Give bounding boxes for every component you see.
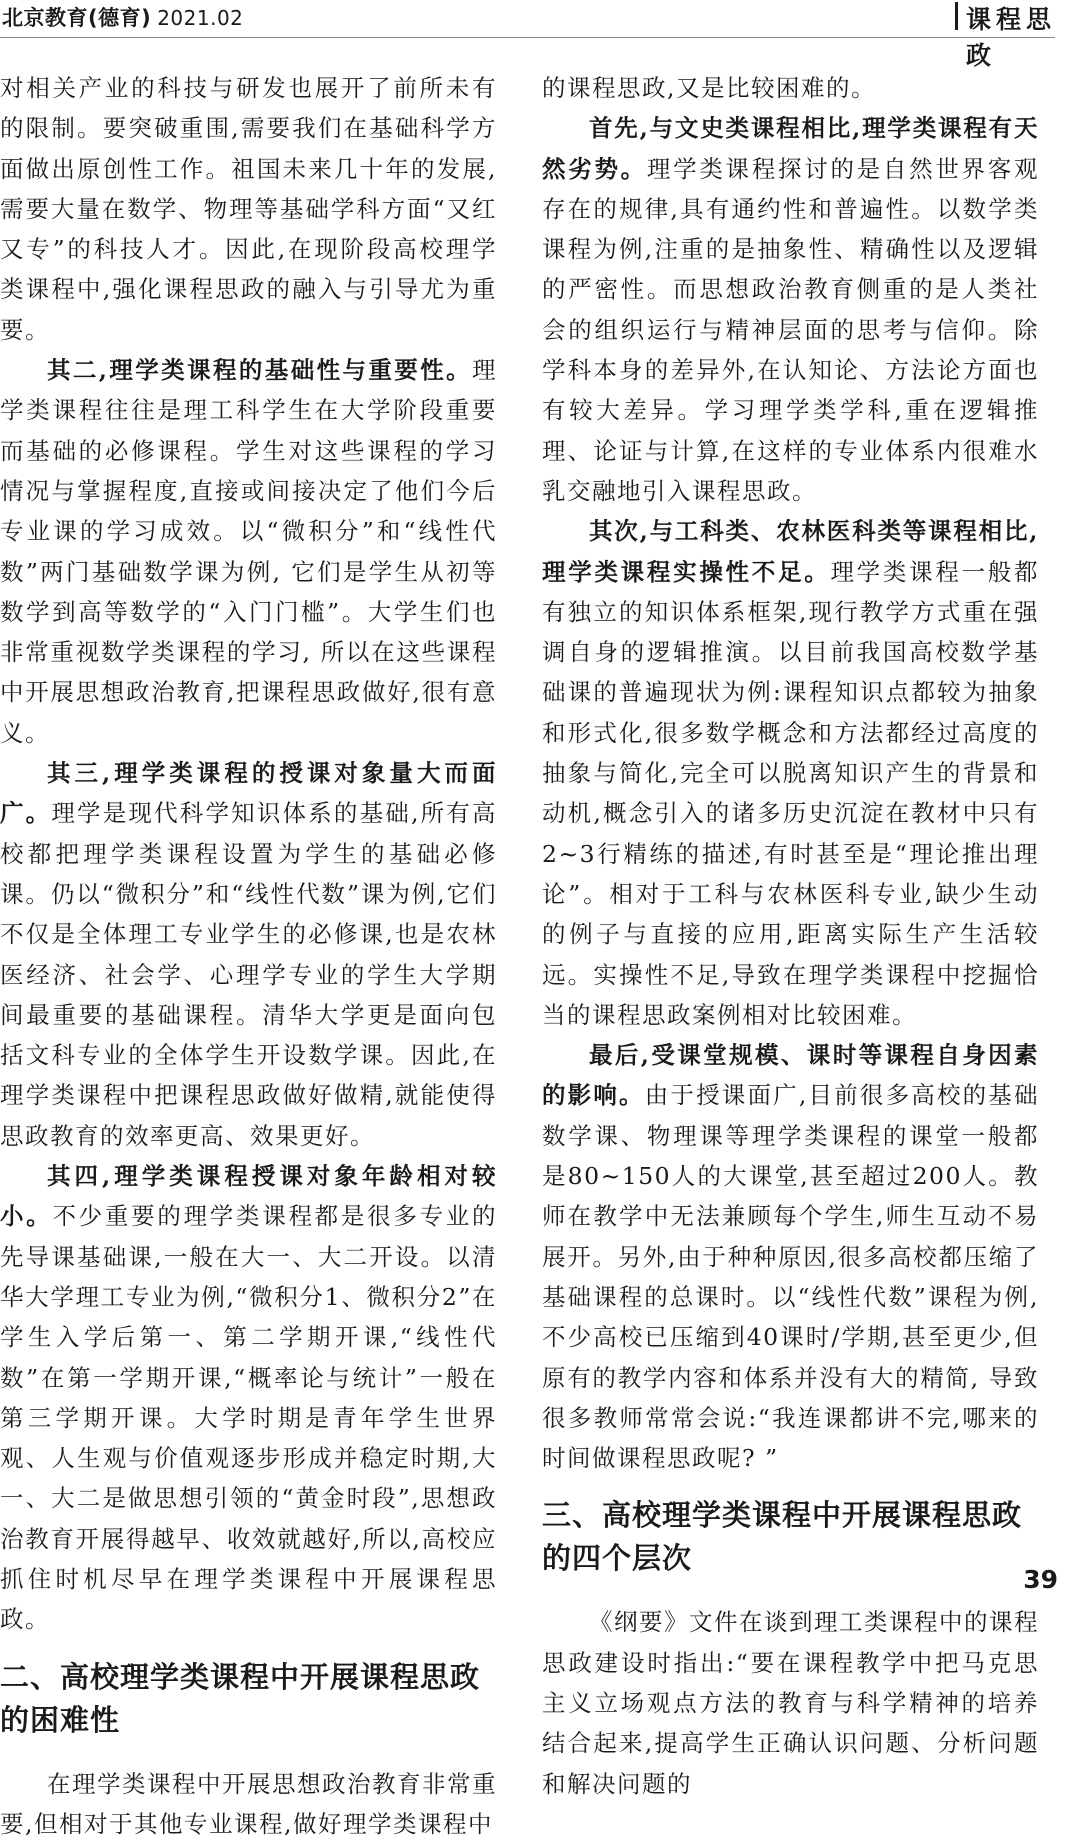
issue-date: 2021.02 — [157, 6, 244, 30]
paragraph-lead: 其三,理学类课程的授课对象量大而面广。 — [0, 759, 497, 828]
paragraph: 其三,理学类课程的授课对象量大而面广。理学是现代科学知识体系的基础,所有高校都把理学类课程设置为学生的基础必修课。仍以“微积分”和“线性代数”课为例,它们不仅是全体理工专业学生的必修课,也是农林医经济、社会学、心理学专业的学生大学期间最重要的基础课程。清华大学更是面向包括文科专业的全体学生开设数学课。因此,在理学类课程中把课程思政做好做精,就能使得思政教育的效率更高、效果更好。 — [0, 759, 497, 1150]
section-label: 课程思政 — [966, 5, 1057, 70]
paragraph: 其二,理学类课程的基础性与重要性。理学类课程往往是理工科学生在大学阶段重要而基础的必修课程。学生对这些课程的学习情况与掌握程度,直接或间接决定了他们今后专业课的学习成效。以“微积分”和“线性代数”两门基础数学课为例, 它们是学生从初等数学到高等数学的“入门门槛”。大学生们也非常重视数学类课程的学习, 所以在这些课程中开展思想政治教育,把课程思政做好,很有意义。 — [0, 356, 497, 747]
right-column — [542, 68, 1039, 1804]
paragraph-lead: 首先,与文史类课程相比,理学类课程有天然劣势。 — [542, 114, 1039, 183]
paragraph: 最后,受课堂规模、课时等课程自身因素的影响。由于授课面广,目前很多高校的基础数学课、物理课等理学类课程的课堂一般都是80~150人的大课堂,甚至超过200人。教师在教学中无法兼顾每个学生,师生互动不易展开。另外,由于种种原因,很多高校都压缩了基础课程的总课时。以“线性代数”课程为例,不少高校已压缩到40课时/学期,甚至更少,但原有的教学内容和体系并没有大的精简, 导致很多教师常常会说:“我连课都讲不完,哪来的时间做课程思政呢? ” — [542, 1041, 1039, 1473]
paragraph: 在理学类课程中开展思想政治教育非常重要,但相对于其他专业课程,做好理学类课程中 — [0, 1769, 497, 1838]
journal-title: 北京教育(德育) 2021.02 — [2, 6, 244, 30]
paragraph: 其次,与工科类、农林医科类等课程相比,理学类课程实操性不足。理学类课程一般都有独立的知识体系框架,现行教学方式重在强调自身的逻辑推演。以目前我国高校数学基础课的普遍现状为例:课程知识点都较为抽象和形式化,很多数学概念和方法都经过高度的抽象与简化,完全可以脱离知识产生的背景和动机,概念引入的诸多历史沉淀在教材中只有2~3行精练的描述,有时甚至是“理论推出理论”。相对于工科与农林医科专业,缺少生动的例子与直接的应用,距离实际生产生活较远。实操性不足,导致在理学类课程中挖掘恰当的课程思政案例相对比较困难。 — [542, 517, 1040, 1029]
section-heading-3: 三、高校理学类课程中开展课程思政的四个层次 — [542, 1498, 1023, 1576]
running-header — [0, 0, 1080, 70]
section-heading-2: 二、高校理学类课程中开展课程思政的困难性 — [0, 1659, 481, 1737]
paragraph-lead: 其次,与工科类、农林医科类等课程相比,理学类课程实操性不足。 — [542, 517, 1039, 586]
paragraph-lead: 其二,理学类课程的基础性与重要性。 — [47, 356, 472, 385]
left-column — [0, 68, 497, 1844]
paragraph: 首先,与文史类课程相比,理学类课程有天然劣势。理学类课程探讨的是自然世界客观存在的规律,具有通约性和普遍性。以数学类课程为例,注重的是抽象性、精确性以及逻辑的严密性。而思想政治教育侧重的是人类社会的组织运行与精神层面的思考与信仰。除学科本身的差异外,在认知论、方法论方面也有较大差异。学习理学类学科,重在逻辑推理、论证与计算,在这样的专业体系内很难水乳交融地引入课程思政。 — [542, 114, 1040, 505]
paragraph-lead: 最后,受课堂规模、课时等课程自身因素的影响。 — [542, 1041, 1039, 1110]
paragraph-lead: 其四,理学类课程授课对象年龄相对较小。 — [0, 1162, 497, 1231]
paragraph: 对相关产业的科技与研发也展开了前所未有的限制。要突破重围,需要我们在基础科学方面做出原创性工作。祖国未来几十年的发展,需要大量在数学、物理等基础学科方面“又红又专”的科技人才。因此,在现阶段高校理学类课程中,强化课程思政的融入与引导尤为重要。 — [0, 74, 497, 344]
page-number: 39 — [1023, 1565, 1058, 1594]
header-divider-bar — [955, 2, 958, 30]
header-rule — [0, 37, 1055, 38]
paragraph: 《纲要》文件在谈到理工类课程中的课程思政建设时指出:“要在课程教学中把马克思主义立场观点方法的教育与科学精神的培养结合起来,提高学生正确认识问题、分析问题和解决问题的 — [542, 1608, 1039, 1798]
paragraph: 的课程思政,又是比较困难的。 — [542, 74, 876, 102]
paragraph: 其四,理学类课程授课对象年龄相对较小。不少重要的理学类课程都是很多专业的先导课基础课,一般在大一、大二开设。以清华大学理工专业为例,“微积分1、微积分2”在学生入学后第一、第二学期开课,“线性代数”在第一学期开课,“概率论与统计”一般在第三学期开课。大学时期是青年学生世界观、人生观与价值观逐步形成并稳定时期,大一、大二是做思想引领的“黄金时段”,思想政治教育开展得越早、收效就越好,所以,高校应抓住时机尽早在理学类课程中开展课程思政。 — [0, 1162, 498, 1634]
